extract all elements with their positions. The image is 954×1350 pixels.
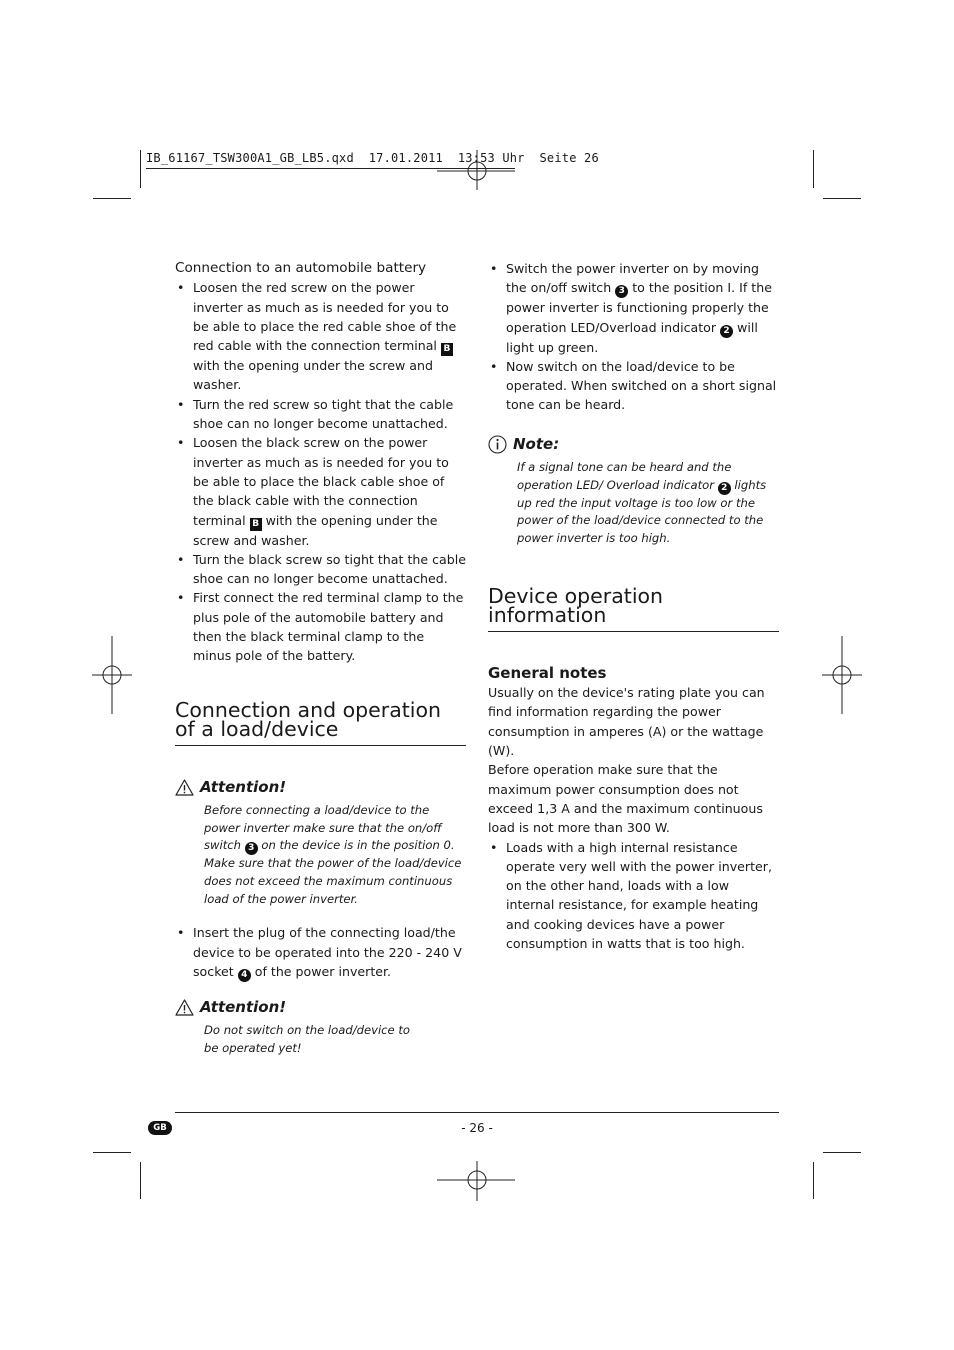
attention-text: Do not switch on the load/device to be operated yet! xyxy=(204,1023,411,1056)
registration-target-icon xyxy=(92,636,132,714)
indicator-marker: 2 xyxy=(720,325,733,338)
socket-marker: 4 xyxy=(238,969,251,982)
registration-target-icon xyxy=(822,636,862,714)
note-title: Note: xyxy=(513,434,560,453)
list-item: • First connect the red terminal clamp to the plus pole of the automobile battery and then the black terminal clamp to the minus pole of the battery. xyxy=(175,588,466,665)
list-item: • Switch the power inverter on by moving the on/off switch 3 to the position I. If the power inverter is functioning properly the operation LED/Overload indicator 2 will light up green. xyxy=(488,259,779,357)
list-item: • Loosen the black screw on the power inverter as much as is needed for you to be able to place the black cable shoe of the black cable with the connection terminal B with the opening under the screw and washer. xyxy=(175,433,466,549)
attention-notice xyxy=(175,778,466,909)
terminal-b-marker: B xyxy=(441,343,453,356)
slug-underline xyxy=(146,168,515,169)
section-heading-device-info: Device operation information xyxy=(488,587,779,632)
plug-steps-list xyxy=(175,923,466,982)
paragraph: Usually on the device's rating plate you can find information regarding the power consumption in amperes (A) or the wattage (W). xyxy=(488,685,765,759)
general-notes-heading: General notes xyxy=(488,663,607,682)
note-text: If a signal tone can be heard and the operation LED/ Overload indicator 2 lights up red the input voltage is too low or the power of the load/device connected to the power inverter is too high. xyxy=(517,460,767,546)
terminal-b-marker: B xyxy=(250,518,262,531)
warning-icon xyxy=(175,999,194,1016)
right-column xyxy=(488,259,779,953)
list-item: • Insert the plug of the connecting load/the device to be operated into the 220 - 240 V socket 4 of the power inverter. xyxy=(175,923,466,982)
list-item: • Loosen the red screw on the power inverter as much as is needed for you to be able to place the red cable shoe of the red cable with the connection terminal B with the opening under the screw and washer. xyxy=(175,278,466,394)
battery-subheading: Connection to an automobile battery xyxy=(175,260,427,276)
attention-title: Attention! xyxy=(200,777,287,796)
language-badge: GB xyxy=(148,1121,172,1135)
registration-target-icon xyxy=(437,1161,517,1201)
indicator-marker: 2 xyxy=(718,482,731,495)
battery-steps-list xyxy=(175,278,466,665)
note-notice xyxy=(488,435,779,548)
info-icon xyxy=(488,435,507,454)
switch-marker: 3 xyxy=(615,285,628,298)
paragraph: Before operation make sure that the maximum power consumption does not exceed 1,3 A and the maximum continuous load is not more than 300 W. xyxy=(488,762,763,836)
attention-title: Attention! xyxy=(200,998,287,1017)
section-heading-connection: Connection and operation of a load/device xyxy=(175,701,466,746)
print-slug: IB_61167_TSW300A1_GB_LB5.qxd 17.01.2011 13:53 Uhr Seite 26 xyxy=(146,151,599,165)
footer-rule xyxy=(175,1112,779,1113)
list-item: • Loads with a high internal resistance operate very well with the power inverter, on the other hand, loads with a low internal resistance, for example heating and cooking devices have a power consumption in watts that is too high. xyxy=(488,838,779,954)
list-item: • Turn the black screw so tight that the cable shoe can no longer become unattached. xyxy=(175,550,466,589)
page-number: - 26 - xyxy=(461,1121,493,1135)
load-notes-list xyxy=(488,838,779,954)
list-item: • Now switch on the load/device to be operated. When switched on a short signal tone can be heard. xyxy=(488,357,779,415)
left-column xyxy=(175,259,466,1058)
attention-notice xyxy=(175,998,466,1058)
switch-marker: 3 xyxy=(245,842,258,855)
operation-steps-list xyxy=(488,259,779,415)
warning-icon xyxy=(175,779,194,796)
list-item: • Turn the red screw so tight that the cable shoe can no longer become unattached. xyxy=(175,395,466,434)
attention-text: Before connecting a load/device to the power inverter make sure that the on/off switch 3 on the device is in the position 0. Make sure that the power of the load/device does not exceed the maximum continuous load of the power inverter. xyxy=(204,802,462,906)
